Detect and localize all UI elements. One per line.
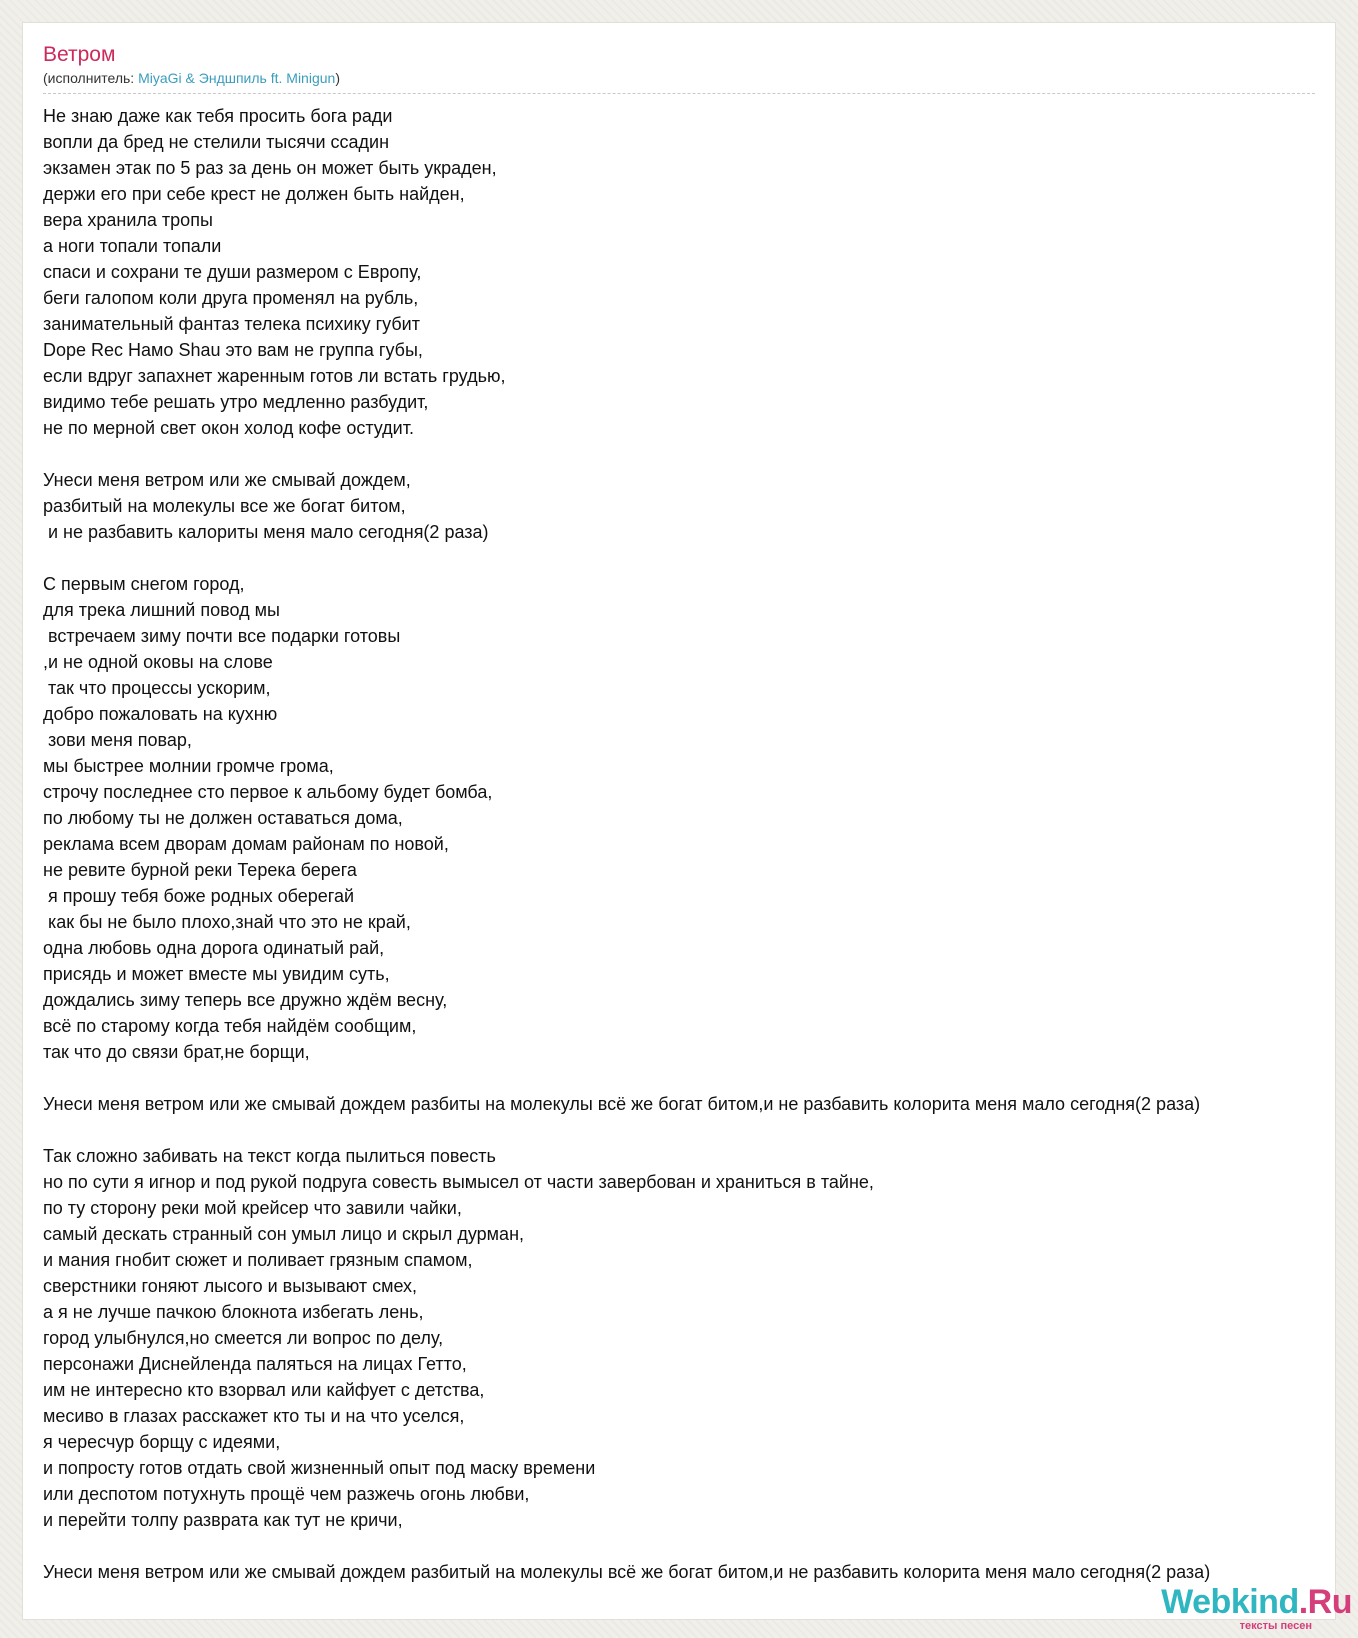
- lyric-line: разбитый на молекулы все же богат битом,: [43, 496, 406, 516]
- site-logo[interactable]: [1132, 1584, 1352, 1636]
- lyric-line: Унеси меня ветром или же смывай дождем разбиты на молекулы всё же богат битом,и не разбавить колорита меня мало сегодня(2 раза): [43, 1094, 1201, 1114]
- lyric-line: так что процессы ускорим,: [43, 678, 271, 698]
- lyric-line: присядь и может вместе мы увидим суть,: [43, 964, 390, 984]
- lyric-line: город улыбнулся,но смеется ли вопрос по делу,: [43, 1328, 444, 1348]
- lyric-line: персонажи Диснейленда паляться на лицах Гетто,: [43, 1354, 467, 1374]
- lyric-line: занимательный фантаз телека психику губит: [43, 314, 420, 334]
- lyric-line: дождались зиму теперь все дружно ждём весну,: [43, 990, 448, 1010]
- artist-link[interactable]: MiyaGi & Эндшпиль ft. Minigun: [138, 70, 336, 86]
- lyric-line: как бы не было плохо,знай что это не край,: [43, 912, 411, 932]
- lyric-line: [43, 1533, 1336, 1559]
- lyric-line: одна любовь одна дорога одинатый рай,: [43, 938, 385, 958]
- lyric-line: [43, 1065, 1336, 1091]
- lyric-line: мы быстрее молнии громче грома,: [43, 756, 334, 776]
- lyric-line: но по сути я игнор и под рукой подруга совесть вымысел от части завербован и храниться в тайне,: [43, 1172, 874, 1192]
- song-header: [43, 41, 1315, 87]
- lyric-line: вопли да бред не стелили тысячи ссадин: [43, 132, 390, 152]
- lyric-line: самый дескать странный сон умыл лицо и скрыл дурман,: [43, 1224, 525, 1244]
- performer-prefix: (исполнитель:: [43, 70, 139, 86]
- lyric-line: а ноги топали топали: [43, 236, 222, 256]
- lyric-line: а я не лучше пачкою блокнота избегать лень,: [43, 1302, 424, 1322]
- lyric-line: беги галопом коли друга променял на рубль,: [43, 288, 419, 308]
- lyric-line: Dope Rec Намо Shau это вам не группа губы,: [43, 340, 423, 360]
- lyric-line: Не знаю даже как тебя просить бога ради: [43, 106, 393, 126]
- lyric-line: держи его при себе крест не должен быть найден,: [43, 184, 465, 204]
- lyric-line: и мания гнобит сюжет и поливает грязным спамом,: [43, 1250, 473, 1270]
- lyric-line: я чересчур борщу с идеями,: [43, 1432, 281, 1452]
- performer-line: [43, 69, 1315, 87]
- lyric-line: Унеси меня ветром или же смывай дождем,: [43, 470, 411, 490]
- lyric-line: не ревите бурной реки Терека берега: [43, 860, 357, 880]
- lyric-line: для трека лишний повод мы: [43, 600, 280, 620]
- lyric-line: всё по старому когда тебя найдём сообщим,: [43, 1016, 417, 1036]
- lyric-line: спаси и сохрани те души размером с Европу,: [43, 262, 422, 282]
- lyric-line: экзамен этак по 5 раз за день он может быть украден,: [43, 158, 497, 178]
- lyric-line: по любому ты не должен оставаться дома,: [43, 808, 403, 828]
- logo-tld: .Ru: [1298, 1583, 1352, 1621]
- performer-suffix: ): [335, 70, 340, 86]
- lyric-line: С первым снегом город,: [43, 574, 245, 594]
- lyric-line: Так сложно забивать на текст когда пылиться повесть: [43, 1146, 496, 1166]
- lyric-line: [43, 545, 1336, 571]
- lyric-line: по ту сторону реки мой крейсер что завили чайки,: [43, 1198, 462, 1218]
- lyric-line: и попросту готов отдать свой жизненный опыт под маску времени: [43, 1458, 596, 1478]
- lyric-line: добро пожаловать на кухню: [43, 704, 278, 724]
- lyric-line: видимо тебе решать утро медленно разбудит,: [43, 392, 429, 412]
- lyrics-text: [43, 103, 1336, 1585]
- lyric-line: реклама всем дворам домам районам по новой,: [43, 834, 449, 854]
- lyric-line: и не разбавить калориты меня мало сегодня(2 раза): [43, 522, 489, 542]
- lyric-line: или деспотом потухнуть прощё чем разжечь огонь любви,: [43, 1484, 530, 1504]
- logo-tagline: тексты песен: [1239, 1620, 1312, 1632]
- lyric-line: Унеси меня ветром или же смывай дождем разбитый на молекулы всё же богат битом,и не разбавить колорита меня мало сегодня(2 раза): [43, 1562, 1211, 1582]
- lyric-line: зови меня повар,: [43, 730, 192, 750]
- lyric-line: месиво в глазах расскажет кто ты и на что уселся,: [43, 1406, 465, 1426]
- lyric-line: строчу последнее сто первое к альбому будет бомба,: [43, 782, 493, 802]
- lyric-line: сверстники гоняют лысого и вызывают смех,: [43, 1276, 418, 1296]
- lyric-line: и перейти толпу разврата как тут не кричи,: [43, 1510, 403, 1530]
- lyric-line: я прошу тебя боже родных оберегай: [43, 886, 355, 906]
- lyric-line: ,и не одной оковы на слове: [43, 652, 273, 672]
- lyric-line: [43, 441, 1336, 467]
- header-divider: [43, 93, 1315, 94]
- lyric-line: если вдруг запахнет жаренным готов ли встать грудью,: [43, 366, 506, 386]
- song-title: Ветром: [43, 43, 116, 66]
- lyric-line: [43, 1117, 1336, 1143]
- lyrics-page: [22, 22, 1336, 1620]
- lyric-line: встречаем зиму почти все подарки готовы: [43, 626, 401, 646]
- lyric-line: вера хранила тропы: [43, 210, 213, 230]
- lyric-line: так что до связи брат,не борщи,: [43, 1042, 310, 1062]
- logo-brand: Webkind: [1161, 1583, 1299, 1621]
- logo-wordmark: [1132, 1584, 1352, 1620]
- lyric-line: им не интересно кто взорвал или кайфует с детства,: [43, 1380, 485, 1400]
- lyric-line: не по мерной свет окон холод кофе остудит.: [43, 418, 414, 438]
